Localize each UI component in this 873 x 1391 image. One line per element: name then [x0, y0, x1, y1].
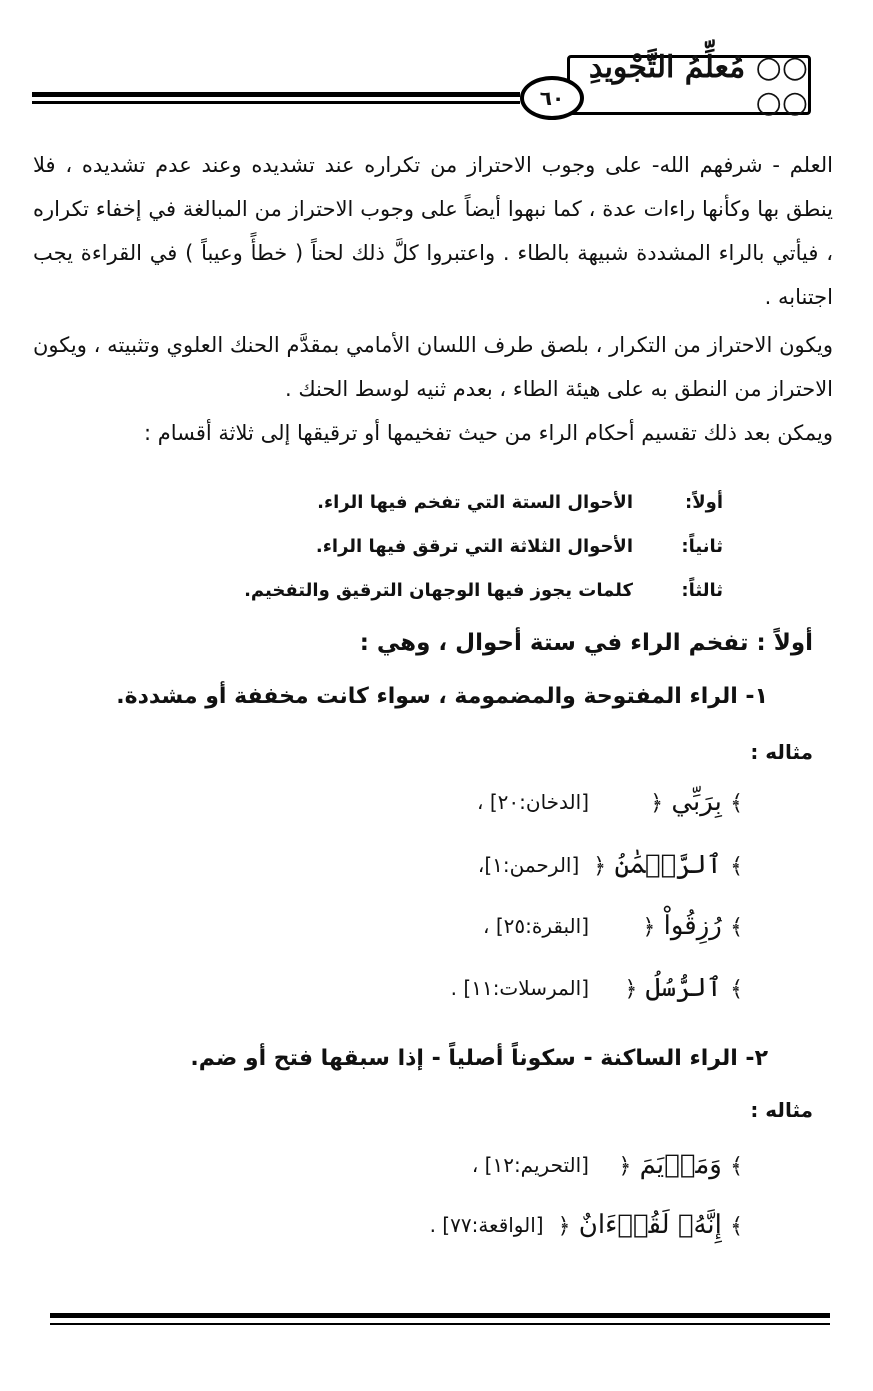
section-heading: أولاً : تفخم الراء في ستة أحوال ، وهي : [359, 630, 813, 656]
example-row [323, 1205, 743, 1245]
example-label: مثاله : [750, 740, 813, 764]
book-title: ○○ مُعلِّمُ التَّجْويدِ ○○ [588, 50, 808, 120]
verse-reference: [الدخان:٢٠] ، [477, 790, 589, 814]
running-title [567, 50, 811, 120]
section-label: ثانياً: [681, 535, 723, 557]
example-row [323, 1145, 743, 1185]
example-row [323, 782, 743, 822]
section-row [103, 524, 723, 568]
rule-item-1: ١- الراء المفتوحة والمضمومة ، سواء كانت مخففة أو مشددة. [116, 684, 768, 709]
section-label: أولاً: [685, 491, 723, 513]
quran-word: ﴾ وَمَرۡيَمَ ﴿ [618, 1150, 743, 1180]
footer-rule [50, 1313, 830, 1327]
paragraph-2: ويكون الاحتراز من التكرار ، بلصق طرف اللسان الأمامي بمقدَّم الحنك العلوي وتثبيته ، ويكون الاحتراز من النطق به على هيئة الطاء ، بعدم ثنيه لوسط الحنك . [33, 333, 833, 401]
header-rule [32, 92, 520, 106]
paragraph-1: العلم - شرفهم الله- على وجوب الاحتراز من تكراره عند تشديده وعند عدم تشديده ، فلا ينطق بها وكأنها راءات عدة ، كما نبهوا أيضاً على وجوب الاحتراز من المبالغة في إخفاء تكراره ، فيأتي بالراء المشددة شبيهة بالطاء . واعتبروا كلَّ ذلك لحناً ( خطأً وعيباً ) في القراءة يجب اجتنابه . [33, 153, 833, 309]
section-label: ثالثاً: [681, 579, 723, 601]
example-row [323, 906, 743, 946]
sections-list [103, 480, 723, 612]
paragraph-3: ويمكن بعد ذلك تقسيم أحكام الراء من حيث تفخيمها أو ترقيقها إلى ثلاثة أقسام : [143, 421, 833, 445]
example-row [323, 845, 743, 885]
quran-word: ﴾ إِنَّهُۥ لَقُرۡءَانٌ ﴿ [557, 1210, 743, 1240]
quran-word: ﴾ ٱلرَّحۡمَٰنُ ﴿ [593, 850, 743, 880]
verse-reference: [التحريم:١٢] ، [471, 1153, 589, 1177]
page-number: ٦٠ [520, 76, 584, 120]
section-row [103, 480, 723, 524]
verse-reference: [الرحمن:١]، [477, 853, 580, 877]
verse-reference: [المرسلات:١١] . [450, 976, 589, 1000]
verse-reference: [البقرة:٢٥] ، [483, 914, 589, 938]
verse-reference: [الواقعة:٧٧] . [429, 1213, 544, 1237]
example-label: مثاله : [750, 1098, 813, 1122]
section-text: الأحوال الستة التي تفخم فيها الراء. [317, 491, 633, 513]
quran-word: ﴾ رُزِقُواْ ﴿ [642, 911, 743, 941]
section-text: الأحوال الثلاثة التي ترقق فيها الراء. [315, 535, 633, 557]
section-row [103, 568, 723, 612]
section-text: كلمات يجوز فيها الوجهان الترقيق والتفخيم. [244, 579, 633, 601]
quran-word: ﴾ ٱلرُّسُلُ ﴿ [624, 973, 743, 1003]
rule-item-2: ٢- الراء الساكنة - سكوناً أصلياً - إذا سبقها فتح أو ضم. [190, 1046, 768, 1071]
example-row [323, 968, 743, 1008]
quran-word: ﴾ بِرَبِّي ﴿ [650, 787, 743, 817]
